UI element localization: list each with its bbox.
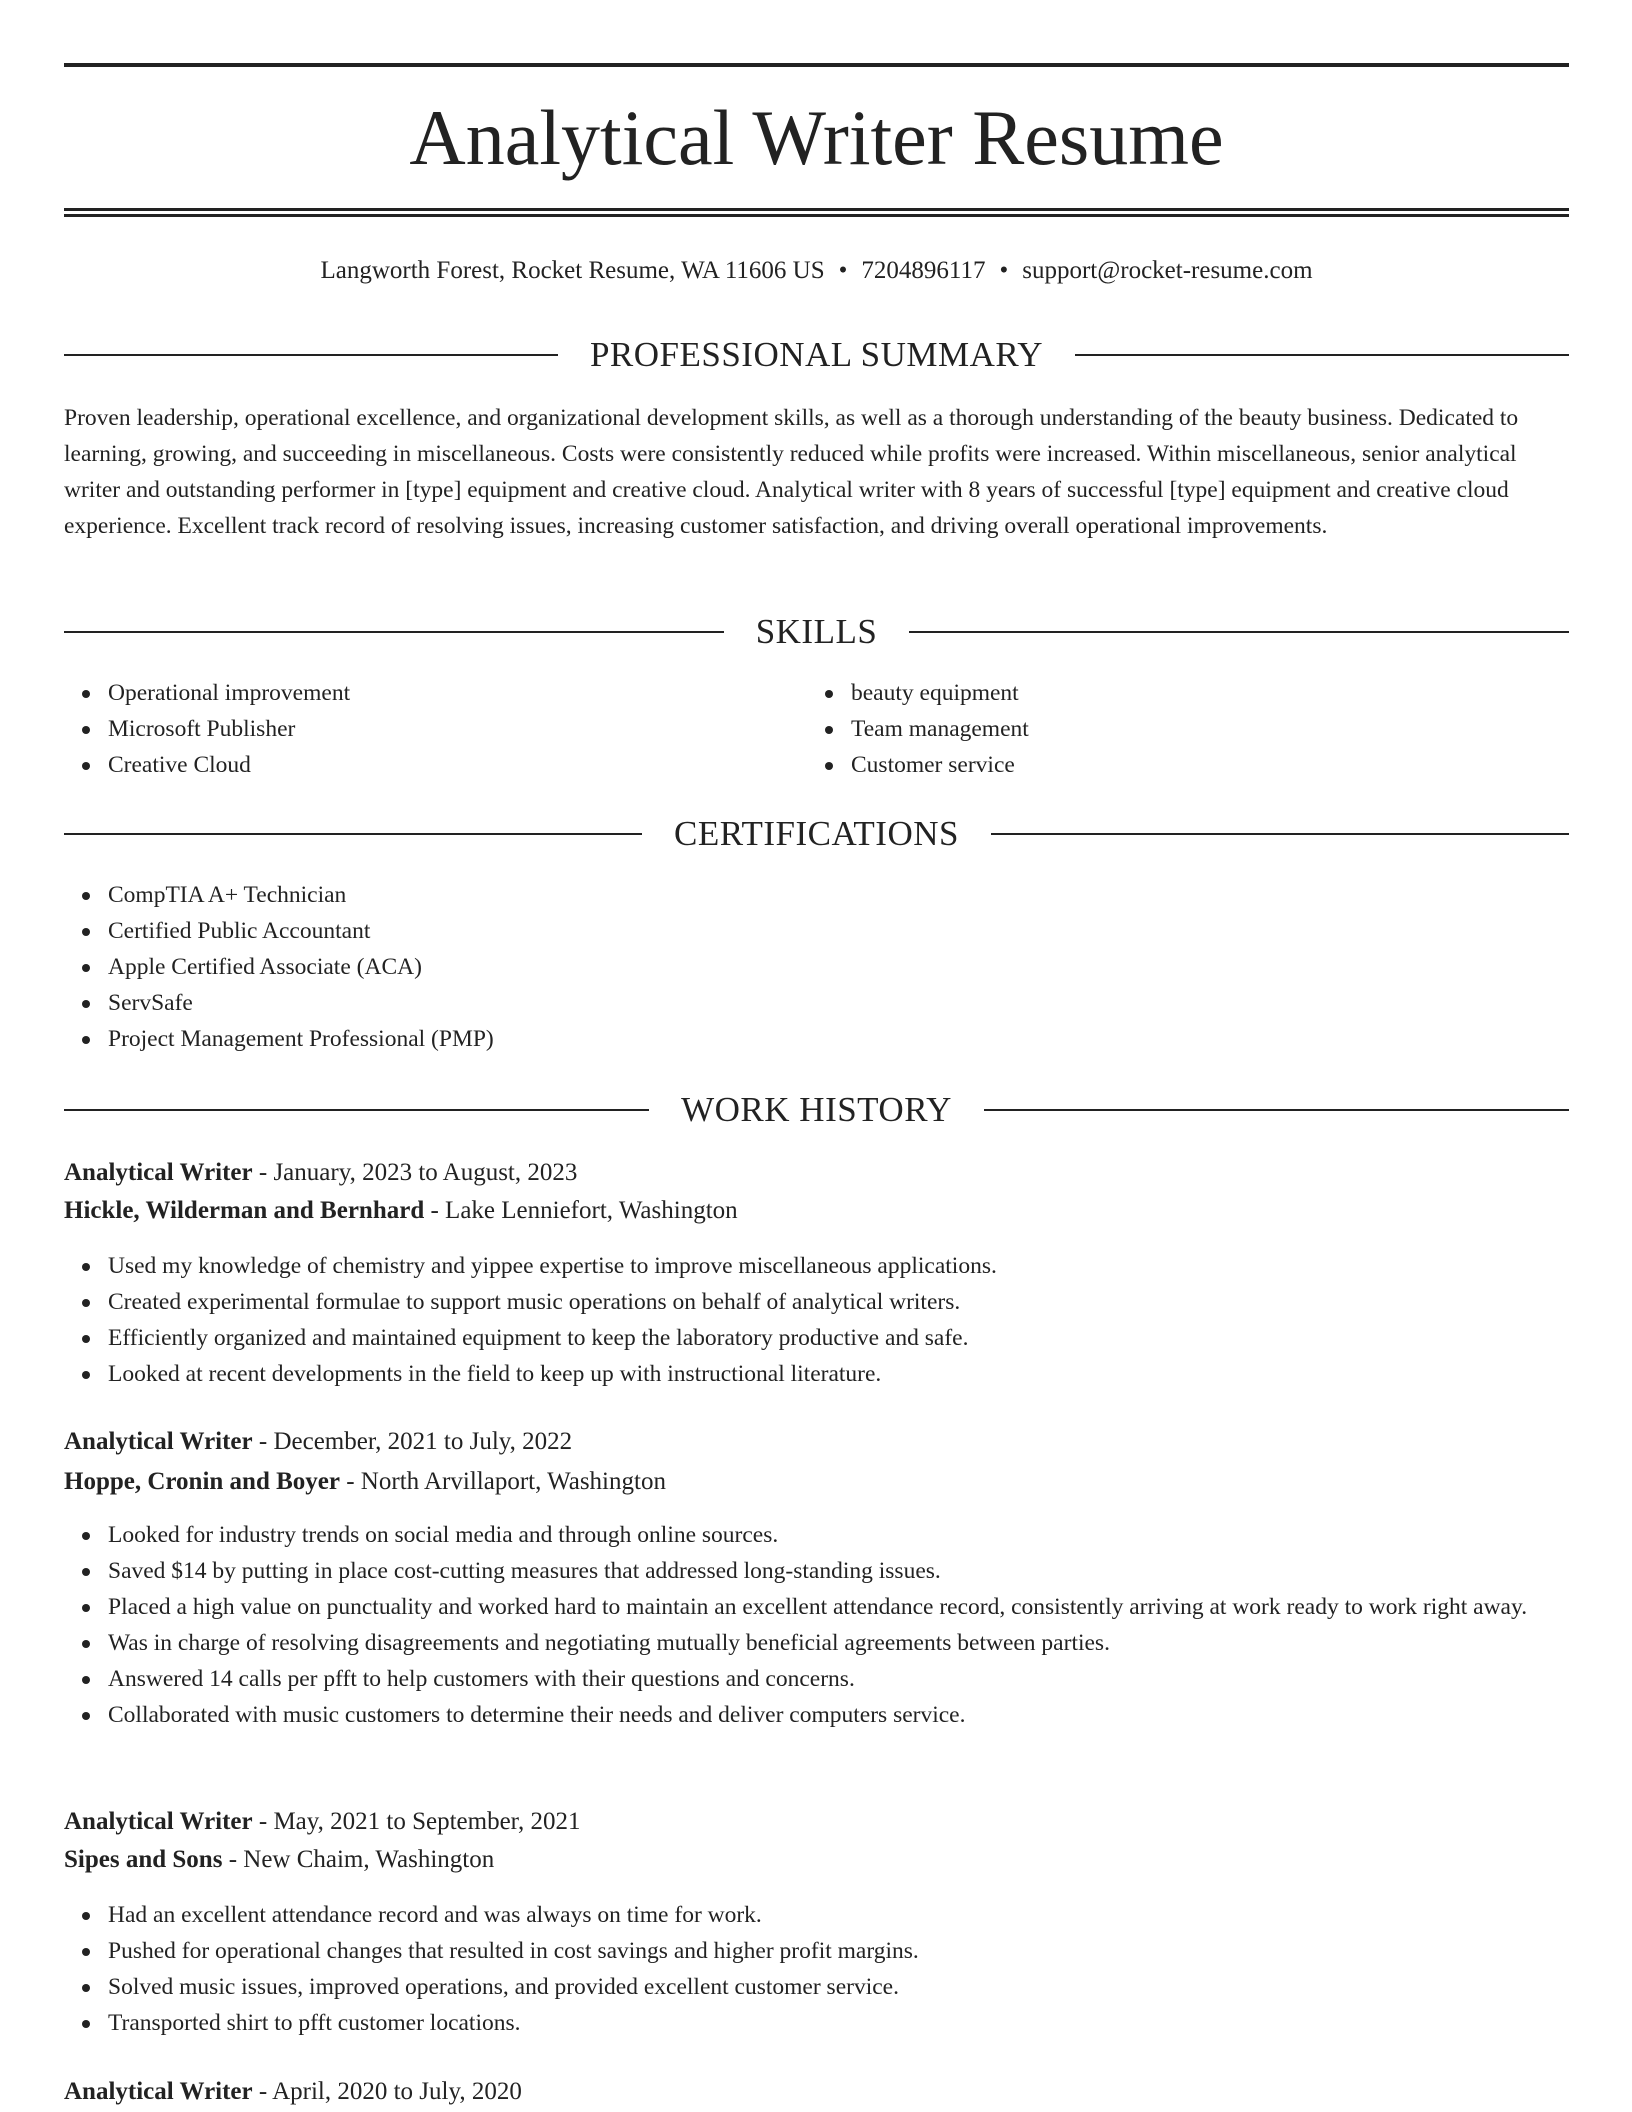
heading-rule (64, 1109, 649, 1111)
skills-column-left (64, 675, 804, 783)
job-dates: - May, 2021 to September, 2021 (252, 1808, 581, 1835)
summary-paragraph: Proven leadership, operational excellence, and organizational development skills, as well as a thorough understanding of the beauty business. Dedicated to learning, growing, and succeeding in miscellaneous. Costs were consistently reduced while profits were increased. Within miscellaneous, senior analytical writer and outstanding performer in [type] equipment and creative cloud. Analytical writer with 8 years of successful [type] equipment and creative cloud experience. Excellent track record of resolving issues, increasing customer satisfaction, and driving overall operational improvements. (64, 405, 1519, 539)
job-location: - New Chaim, Washington (222, 1846, 495, 1873)
job-bullet: Answered 14 calls per pfft to help customers with their questions and concerns. (108, 1661, 1569, 1697)
job-bullet: Pushed for operational changes that resulted in cost savings and higher profit margins. (108, 1933, 1569, 1969)
job-bullets (64, 1248, 1569, 1392)
heading-rule (991, 833, 1569, 835)
skill-item: Team management (851, 711, 1567, 747)
section-title: WORK HISTORY (681, 1090, 952, 1129)
job-title: Analytical Writer (64, 1808, 253, 1835)
section-title: CERTIFICATIONS (674, 814, 959, 853)
skills-column-right (807, 675, 1567, 783)
job-location: - Lake Lenniefort, Washington (424, 1197, 738, 1224)
heading-rule (1075, 354, 1569, 356)
job-company: Sipes and Sons (64, 1846, 223, 1873)
job-title-line (64, 1804, 1569, 1840)
heading-rule (64, 631, 724, 633)
job-bullet: Saved $14 by putting in place cost-cutting measures that addressed long-standing issues. (108, 1553, 1569, 1589)
job-company: Hoppe, Cronin and Boyer (64, 1468, 340, 1495)
job-bullet: Had an excellent attendance record and was always on time for work. (108, 1897, 1569, 1933)
contact-line (64, 254, 1569, 288)
job-bullet: Looked at recent developments in the field to keep up with instructional literature. (108, 1356, 1569, 1392)
job-bullet: Looked for industry trends on social media and through online sources. (108, 1517, 1569, 1553)
certifications-list (64, 877, 1569, 1057)
job-dates: - January, 2023 to August, 2023 (252, 1159, 578, 1186)
certification-item: Apple Certified Associate (ACA) (108, 949, 1569, 985)
contact-address: Langworth Forest, Rocket Resume, WA 11606 US (320, 257, 825, 284)
job-title-line (64, 2074, 1569, 2110)
title-double-rule (64, 208, 1569, 217)
job-company-line (64, 1193, 1569, 1229)
job-dates: - December, 2021 to July, 2022 (252, 1428, 573, 1455)
job-title: Analytical Writer (64, 2078, 253, 2105)
heading-rule (64, 354, 558, 356)
job-company: Hickle, Wilderman and Bernhard (64, 1197, 425, 1224)
job-bullet: Collaborated with music customers to determine their needs and deliver computers service. (108, 1697, 1569, 1733)
job-bullet: Was in charge of resolving disagreements and negotiating mutually beneficial agreements between parties. (108, 1625, 1569, 1661)
job-bullet: Transported shirt to pfft customer locations. (108, 2005, 1569, 2041)
skill-item: Customer service (851, 747, 1567, 783)
skill-item: beauty equipment (851, 675, 1567, 711)
skill-item: Microsoft Publisher (108, 711, 804, 747)
contact-separator: • (999, 257, 1009, 284)
job-location: - North Arvillaport, Washington (339, 1468, 666, 1495)
contact-separator: • (838, 257, 848, 284)
job-title-line (64, 1155, 1569, 1191)
contact-phone: 7204896117 (861, 257, 986, 284)
job-bullet: Efficiently organized and maintained equipment to keep the laboratory productive and safe. (108, 1320, 1569, 1356)
section-heading-work-history (64, 1088, 1569, 1132)
certification-item: CompTIA A+ Technician (108, 877, 1569, 913)
job-bullet: Placed a high value on punctuality and worked hard to maintain an excellent attendance record, consistently arriving at work ready to work right away. (108, 1589, 1569, 1625)
resume-title: Analytical Writer Resume (409, 94, 1224, 181)
job-bullets (64, 1517, 1569, 1733)
contact-email: support@rocket-resume.com (1022, 257, 1313, 284)
skill-item: Operational improvement (108, 675, 804, 711)
section-title: SKILLS (755, 612, 878, 651)
certification-item: Certified Public Accountant (108, 913, 1569, 949)
certification-item: ServSafe (108, 985, 1569, 1021)
section-title: PROFESSIONAL SUMMARY (589, 335, 1044, 374)
job-company-line (64, 1842, 1569, 1878)
job-title: Analytical Writer (64, 1428, 253, 1455)
heading-rule (64, 833, 642, 835)
job-bullets (64, 1897, 1569, 2041)
job-company-line (64, 1464, 1569, 1500)
job-title: Analytical Writer (64, 1159, 253, 1186)
job-bullet: Used my knowledge of chemistry and yippee expertise to improve miscellaneous applications. (108, 1248, 1569, 1284)
job-bullet: Created experimental formulae to support music operations on behalf of analytical writers. (108, 1284, 1569, 1320)
section-heading-skills (64, 610, 1569, 654)
job-dates: - April, 2020 to July, 2020 (252, 2078, 522, 2105)
section-heading-summary (64, 333, 1569, 377)
job-title-line (64, 1424, 1569, 1460)
section-heading-certifications (64, 812, 1569, 856)
heading-rule (909, 631, 1569, 633)
top-rule (64, 63, 1569, 67)
heading-rule (984, 1109, 1569, 1111)
skill-item: Creative Cloud (108, 747, 804, 783)
certification-item: Project Management Professional (PMP) (108, 1021, 1569, 1057)
job-bullet: Solved music issues, improved operations, and provided excellent customer service. (108, 1969, 1569, 2005)
